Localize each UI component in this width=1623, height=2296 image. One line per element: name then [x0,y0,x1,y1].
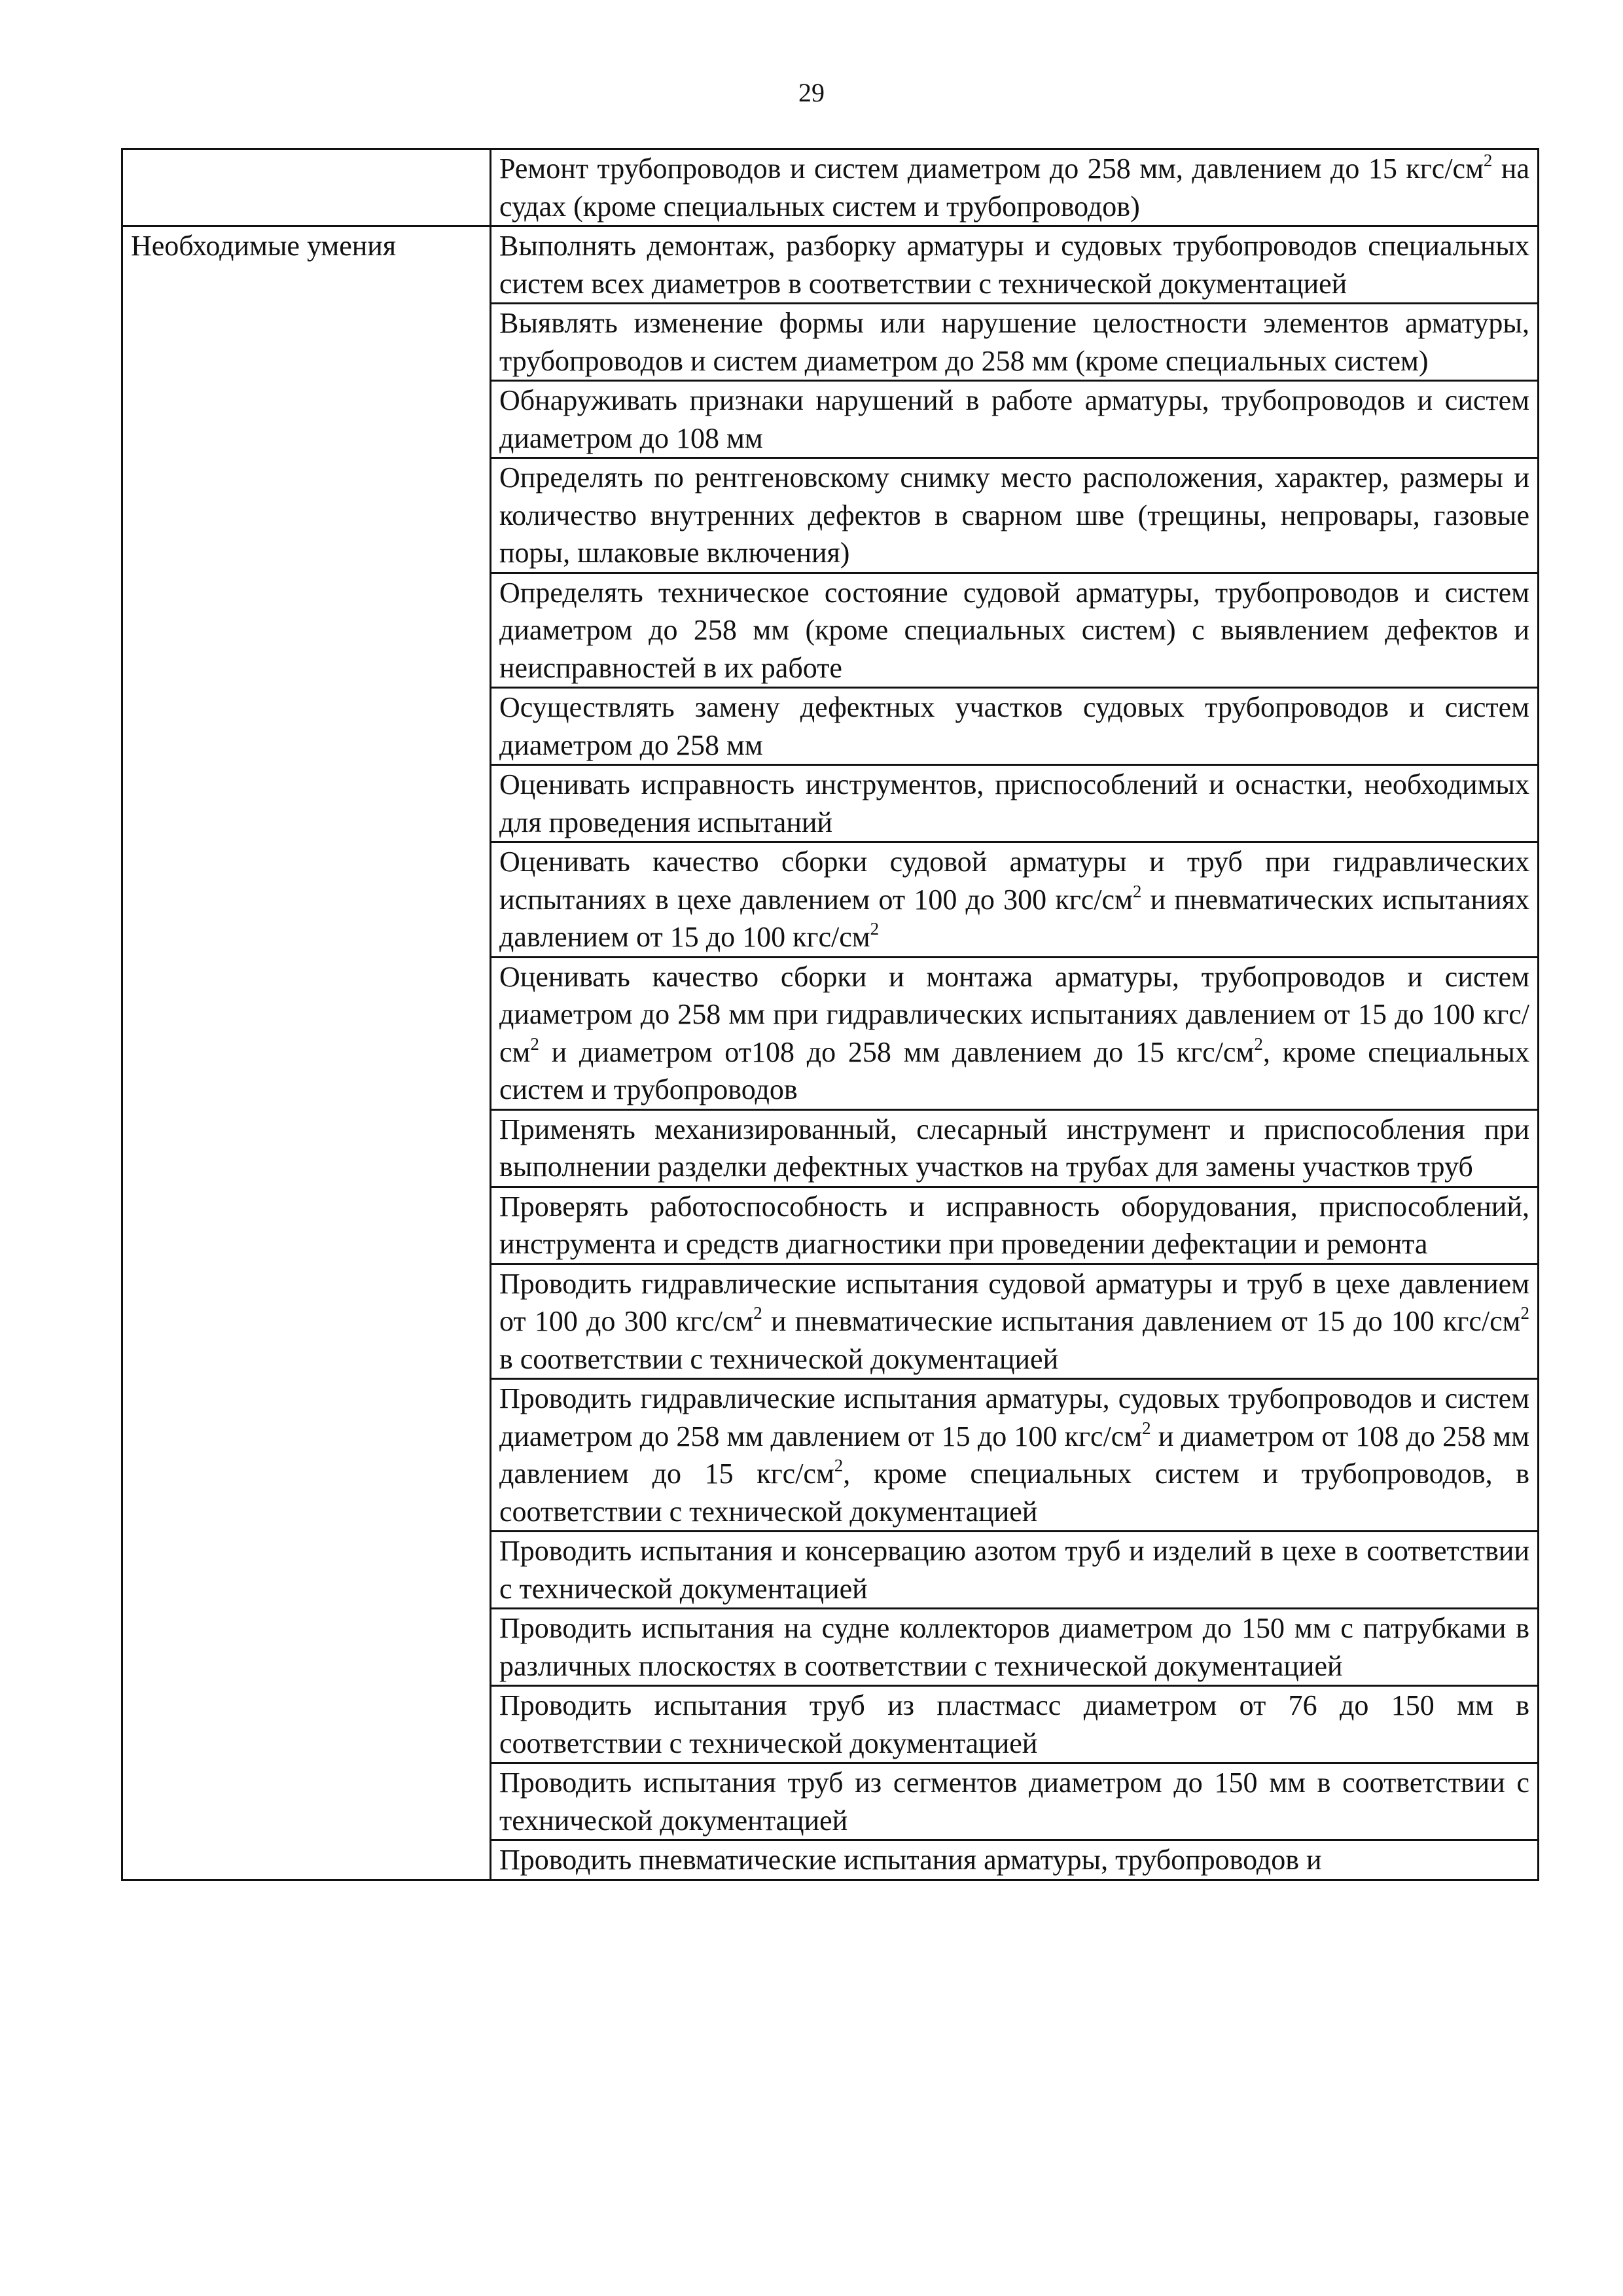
table-cell-text [491,765,1539,842]
superscript: 2 [1254,1033,1263,1054]
table-cell-text [491,381,1539,458]
table-cell-text [491,1379,1539,1532]
table-cell-text [491,573,1539,688]
text-run: Проводить испытания и консервацию азотом труб и изделий в цехе в соответствии с технической документацией [499,1535,1529,1605]
table-cell-text [491,688,1539,765]
text-run: и пневматические испытания давлением от 15 до 100 кгс/см [762,1305,1521,1337]
text-run: Оценивать качество сборки судовой арматуры и труб при гидравлических испытаниях в цехе давлением от 100 до 300 кгс/см [499,846,1529,916]
skills-table-body [122,149,1539,1880]
row-label-cell: Необходимые умения [122,226,491,1880]
text-run: и пневматических испытаниях давлением от 15 до 100 кгс/см [499,883,1529,953]
text-run: Осуществлять замену дефектных участков судовых трубопроводов и систем диаметром до 258 мм [499,691,1529,761]
superscript: 2 [1483,151,1493,171]
table-row [122,226,1539,304]
text-run: Проводить гидравлические испытания арматуры, судовых трубопроводов и систем диаметром до 258 мм давлением от 15 до 100 кгс/см [499,1382,1529,1452]
page-number: 29 [798,78,825,107]
table-cell-text [491,1686,1539,1763]
superscript: 2 [1142,1418,1151,1438]
table-cell-text [491,1187,1539,1264]
text-run: Проверять работоспособность и исправность оборудования, приспособлений, инструмента и средств диагностики при проведении дефектации и ремонта [499,1190,1529,1260]
table-cell-text [491,1532,1539,1609]
text-run: на судах (кроме специальных систем и трубопроводов) [499,152,1530,223]
text-run: Проводить испытания труб из пластмасс диаметром от 76 до 150 мм в соответствии с технической документацией [499,1689,1529,1759]
table-cell-text [491,1609,1539,1686]
superscript: 2 [530,1033,539,1054]
empty-label-cell [122,149,491,226]
table-cell-text [491,226,1539,304]
text-run: и диаметром от 108 до 258 мм давлением до 15 кгс/см [499,1420,1529,1490]
text-run: Проводить испытания труб из сегментов диаметром до 150 мм в соответствии с технической документацией [499,1767,1529,1837]
table-cell-text [491,458,1539,573]
text-run: Проводить гидравлические испытания судовой арматуры и труб в цехе давлением от 100 до 300 кгс/см [499,1267,1529,1337]
text-run: Выявлять изменение формы или нарушение целостности элементов арматуры, трубопроводов и систем диаметром до 258 мм (кроме специальных систем) [499,307,1529,377]
table-cell-text [491,842,1539,958]
text-run: , кроме специальных систем и трубопроводов [499,1035,1529,1105]
text-run: Оценивать качество сборки и монтажа арматуры, трубопроводов и систем диаметром до 258 мм при гидравлических испытаниях давлением от 15 до 100 кгс/см [499,960,1529,1068]
text-run: Определять по рентгеновскому снимку место расположения, характер, размеры и количество внутренних дефектов в сварном шве (трещины, непровары, газовые поры, шлаковые включения) [499,461,1529,569]
table-cell-text [491,1109,1539,1187]
superscript: 2 [1132,881,1142,901]
table-cell-text [491,149,1539,226]
table-row [122,149,1539,226]
superscript: 2 [1520,1303,1529,1323]
text-run: Применять механизированный, слесарный инструмент и приспособления при выполнении разделки дефектных участков на трубах для замены участков труб [499,1113,1529,1183]
text-run: в соответствии с технической документацией [499,1342,1059,1375]
superscript: 2 [870,919,880,939]
text-run: Определять техническое состояние судовой арматуры, трубопроводов и систем диаметром до 258 мм (кроме специальных систем) с выявлением дефектов и неисправностей в их работе [499,576,1529,684]
table-cell-text [491,957,1539,1109]
skills-table [121,148,1539,1881]
table-cell-text [491,1763,1539,1840]
text-run: Обнаруживать признаки нарушений в работе арматуры, трубопроводов и систем диаметром до 108 мм [499,384,1529,454]
text-run: Оценивать исправность инструментов, приспособлений и оснастки, необходимых для проведения испытаний [499,768,1529,838]
text-run: , кроме специальных систем и трубопроводов, в соответствии с технической документацией [499,1458,1529,1528]
superscript: 2 [753,1303,762,1323]
text-run: Ремонт трубопроводов и систем диаметром до 258 мм, давлением до 15 кгс/см [499,152,1484,185]
table-cell-text [491,304,1539,381]
table-cell-text [491,1840,1539,1880]
text-run: Выполнять демонтаж, разборку арматуры и судовых трубопроводов специальных систем всех диаметров в соответствии с технической документацией [499,230,1529,300]
superscript: 2 [834,1456,844,1476]
text-run: Проводить испытания на судне коллекторов диаметром до 150 мм с патрубками в различных плоскостях в соответствии с технической документацией [499,1612,1529,1682]
table-cell-text [491,1264,1539,1379]
text-run: и диаметром от108 до 258 мм давлением до 15 кгс/см [539,1035,1255,1068]
text-run: Проводить пневматические испытания арматуры, трубопроводов и [499,1844,1322,1876]
